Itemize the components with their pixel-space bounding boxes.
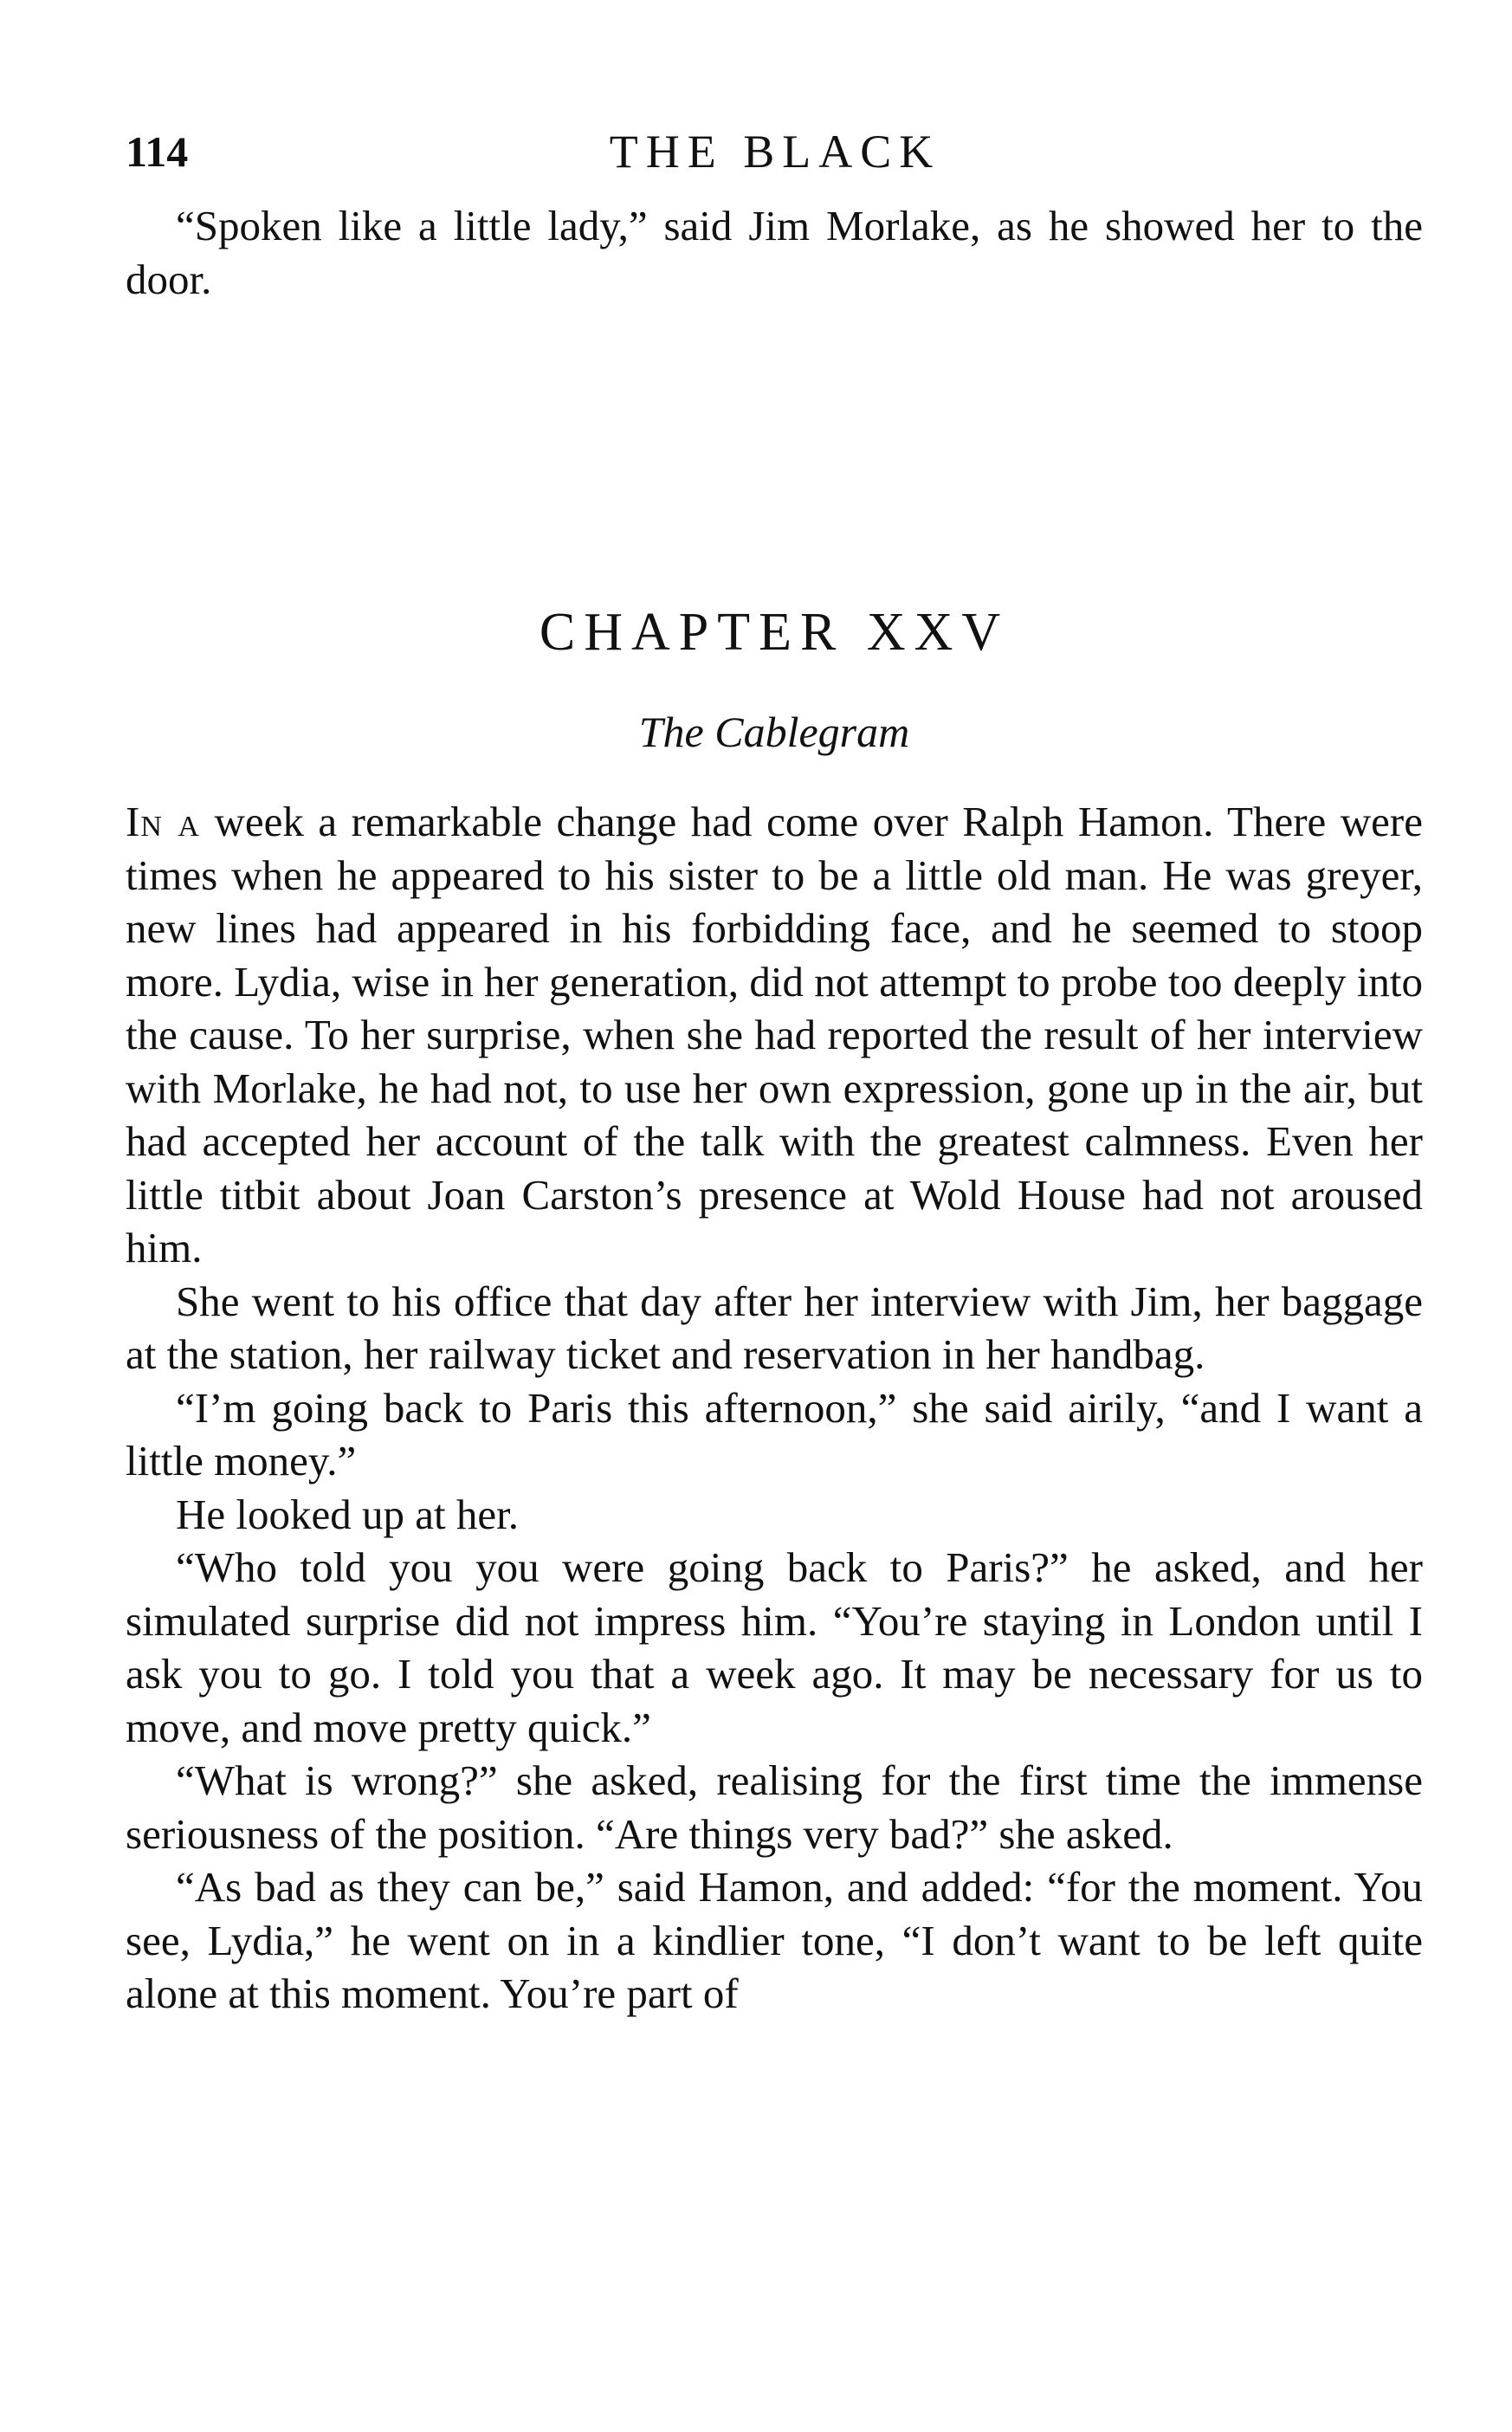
paragraph: She went to his office that day after her interview with Jim, her baggage at the station, her railway ticket and reservation in her handbag. bbox=[126, 1277, 1423, 1378]
running-head bbox=[126, 121, 1425, 182]
paragraph: “What is wrong?” she asked, realising for the first time the immense seriousness of the position. “Are things very bad?” she asked. bbox=[126, 1756, 1423, 1858]
chapter-subtitle: The Cablegram bbox=[638, 708, 910, 756]
paragraph: “Who told you you were going back to Paris?” he asked, and her simulated surprise did not impress him. “You’re staying in London until I ask you to go. I told you that a week ago. It may be necessary for us to move, and move pretty quick.” bbox=[126, 1543, 1423, 1751]
running-title: THE BLACK bbox=[609, 126, 941, 178]
lead-in: In a bbox=[126, 798, 200, 845]
paragraph: “As bad as they can be,” said Hamon, and added: “for the moment. You see, Lydia,” he went on in a kindlier tone, “I don’t want to be left quite alone at this moment. You’re part of bbox=[126, 1863, 1423, 2017]
page-number: 114 bbox=[126, 127, 189, 176]
paragraph-text: week a remarkable change had come over Ralph Hamon. There were times when he appeared to his sister to be a little old man. He was greyer, new lines had appeared in his forbidding face, and he seemed to stoop more. Lydia, wise in her generation, did not attempt to probe too deeply into the cause. To her surprise, when she had reported the result of her interview with Morlake, he had not, to use her own expression, gone up in the air, but had accepted her account of the talk with the greatest calmness. Even her little titbit about Joan Carston’s presence at Wold House had not aroused him. bbox=[126, 798, 1423, 1271]
chapter-body bbox=[126, 795, 1423, 2021]
chapter-heading: CHAPTER XXV bbox=[539, 603, 1010, 662]
opening-text bbox=[126, 199, 1423, 306]
paragraph: “Spoken like a little lady,” said Jim Morlake, as he showed her to the door. bbox=[126, 202, 1423, 303]
paragraph: “I’m going back to Paris this afternoon,” she said airily, “and I want a little money.” bbox=[126, 1383, 1423, 1484]
paragraph: He looked up at her. bbox=[176, 1490, 519, 1538]
paragraph bbox=[126, 795, 1423, 1275]
